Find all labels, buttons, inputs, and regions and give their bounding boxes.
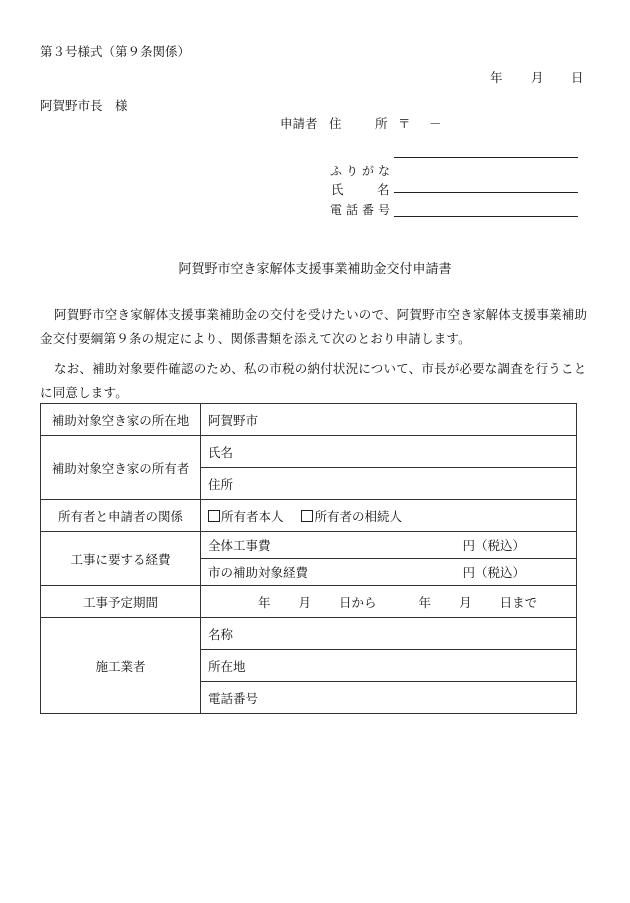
application-table bbox=[40, 403, 577, 714]
location-label: 補助対象空き家の所在地 bbox=[41, 404, 201, 436]
cost-total-yen: 円（税込） bbox=[462, 538, 525, 553]
owner-label: 補助対象空き家の所有者 bbox=[41, 436, 201, 500]
cost-total-row[interactable] bbox=[201, 532, 577, 559]
relation-options bbox=[201, 500, 577, 532]
phone-label: 電話番号 bbox=[330, 203, 395, 217]
address-label-2: 所 bbox=[375, 116, 388, 131]
body-paragraph-1-text: 阿賀野市空き家解体支援事業補助金の交付を受けたいので、阿賀野市空き家解体支援事業補助金交付要綱第９条の規定により、関係書類を添えて次のとおり申請します。 bbox=[40, 307, 588, 346]
postal-mark: 〒 bbox=[398, 116, 411, 131]
location-value[interactable]: 阿賀野市 bbox=[201, 404, 577, 436]
period-day-to: 日まで bbox=[499, 594, 538, 610]
name-label-2: 名 bbox=[377, 182, 390, 197]
owner-address-field[interactable]: 住所 bbox=[201, 468, 577, 500]
cost-subsidy-row[interactable] bbox=[201, 559, 577, 586]
address-label-1: 住 bbox=[329, 116, 342, 131]
owner-heir-label: 所有者の相続人 bbox=[314, 508, 402, 524]
cost-total-label: 全体工事費 bbox=[208, 538, 271, 553]
date-day: 日 bbox=[571, 70, 584, 85]
body-paragraph-1 bbox=[40, 303, 590, 351]
contractor-label: 施工業者 bbox=[41, 618, 201, 714]
date-year: 年 bbox=[490, 70, 503, 85]
owner-self-checkbox[interactable] bbox=[208, 510, 220, 522]
date-month: 月 bbox=[531, 70, 544, 85]
period-month-to: 月 bbox=[459, 594, 472, 610]
postal-dash: － bbox=[429, 116, 442, 131]
furigana-label: ふりがな bbox=[330, 164, 395, 178]
addressee: 阿賀野市長 様 bbox=[40, 98, 128, 113]
owner-self-label: 所有者本人 bbox=[221, 508, 284, 524]
phone-line bbox=[394, 216, 578, 217]
period-year-to: 年 bbox=[418, 594, 432, 610]
contractor-address-field[interactable]: 所在地 bbox=[201, 650, 577, 682]
period-field[interactable] bbox=[201, 586, 577, 618]
cost-subsidy-label: 市の補助対象経費 bbox=[208, 565, 309, 580]
body-paragraph-2-text: なお、補助対象要件確認のため、私の市税の納付状況について、市長が必要な調査を行うことに同意します。 bbox=[40, 361, 587, 400]
furigana-line bbox=[394, 157, 578, 158]
relation-label: 所有者と申請者の関係 bbox=[41, 500, 201, 532]
period-label: 工事予定期間 bbox=[41, 586, 201, 618]
period-day-from: 日から bbox=[339, 594, 377, 610]
document-title: 阿賀野市空き家解体支援事業補助金交付申請書 bbox=[178, 262, 452, 277]
applicant-label: 申請者 bbox=[280, 116, 318, 131]
owner-heir-checkbox[interactable] bbox=[301, 510, 313, 522]
period-year-from: 年 bbox=[258, 594, 271, 610]
cost-subsidy-yen: 円（税込） bbox=[462, 565, 525, 580]
name-label-1: 氏 bbox=[331, 182, 344, 197]
contractor-phone-field[interactable]: 電話番号 bbox=[201, 682, 577, 714]
cost-label: 工事に要する経費 bbox=[41, 532, 201, 586]
contractor-name-field[interactable]: 名称 bbox=[201, 618, 577, 650]
body-paragraph-2 bbox=[40, 357, 590, 405]
period-month-from: 月 bbox=[298, 594, 312, 610]
owner-name-field[interactable]: 氏名 bbox=[201, 436, 577, 468]
form-number: 第３号様式（第９条関係） bbox=[40, 44, 191, 59]
name-line bbox=[394, 192, 578, 193]
